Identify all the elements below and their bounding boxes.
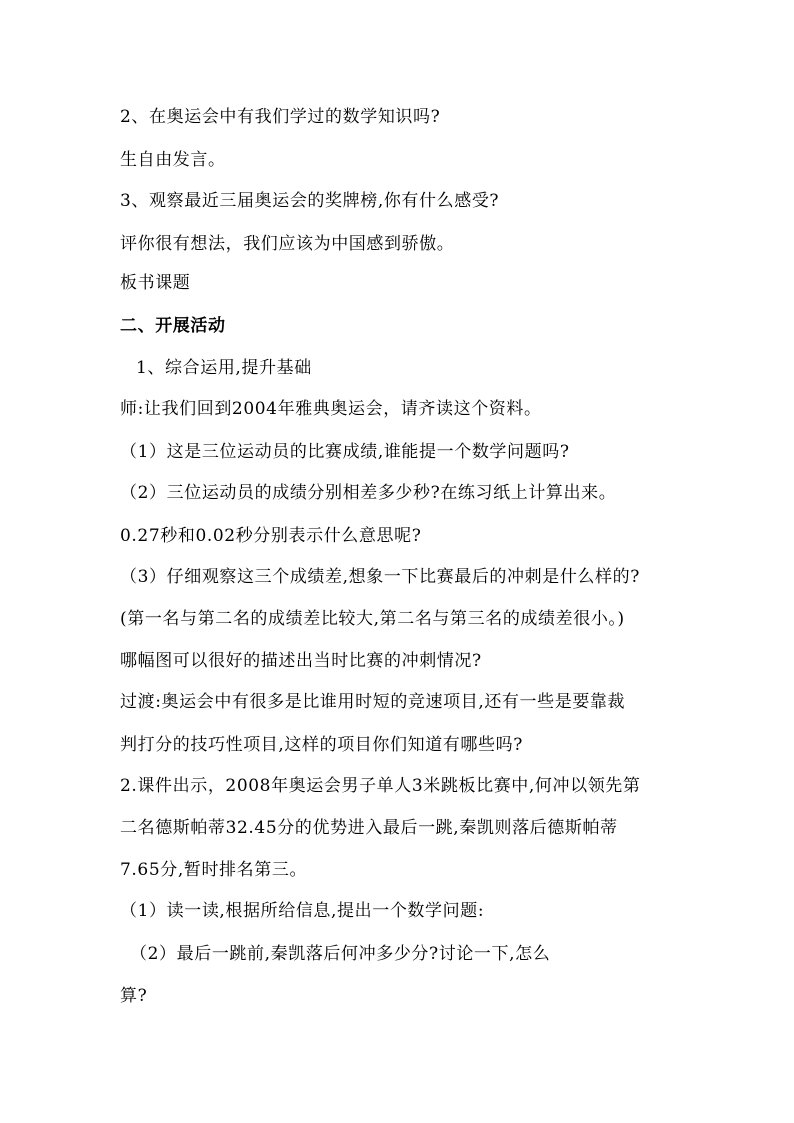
text-line: 二名德斯帕蒂32.45分的优势进入最后一跳,秦凯则落后德斯帕蒂 [120, 818, 618, 838]
text-line: （2）三位运动员的成绩分别相差多少秒?在练习纸上计算出来。 [120, 483, 617, 503]
subsection-heading: 1、综合运用,提升基础 [136, 358, 312, 378]
text-line: （1）读一读,根据所给信息,提出一个数学问题: [120, 901, 485, 921]
text-line: 过渡:奥运会中有很多是比谁用时短的竞速项目,还有一些是要靠裁 [120, 692, 626, 712]
text-line: 哪幅图可以很好的描述出当时比赛的冲刺情况? [120, 651, 482, 671]
text-line: 算? [120, 986, 148, 1006]
text-line: 生自由发言。 [120, 150, 226, 170]
text-line: （1）这是三位运动员的比赛成绩,谁能提一个数学问题吗? [120, 442, 570, 462]
text-line: (第一名与第二名的成绩差比较大,第二名与第三名的成绩差很小。) [120, 609, 625, 629]
text-line: 板书课题 [120, 273, 191, 293]
text-line: 3、观察最近三届奥运会的奖牌榜,你有什么感受? [120, 191, 500, 211]
text-line: 师:让我们回到2004年雅典奥运会，请齐读这个资料。 [120, 399, 542, 419]
text-line: 2.课件出示，2008年奥运会男子单人3米跳板比赛中,何冲以领先第 [120, 776, 641, 796]
section-heading: 二、开展活动 [120, 316, 226, 336]
text-line: （3）仔细观察这三个成绩差,想象一下比赛最后的冲刺是什么样的? [120, 567, 640, 587]
text-line: 评你很有想法，我们应该为中国感到骄傲。 [120, 234, 455, 254]
text-line: 判打分的技巧性项目,这样的项目你们知道有哪些吗? [120, 735, 523, 755]
text-line: 0.27秒和0.02秒分别表示什么意思呢? [120, 526, 422, 546]
text-line: （2）最后一跳前,秦凯落后何冲多少分?讨论一下,怎么 [130, 944, 551, 964]
text-line: 7.65分,暂时排名第三。 [120, 860, 308, 880]
text-line: 2、在奥运会中有我们学过的数学知识吗? [120, 107, 441, 127]
